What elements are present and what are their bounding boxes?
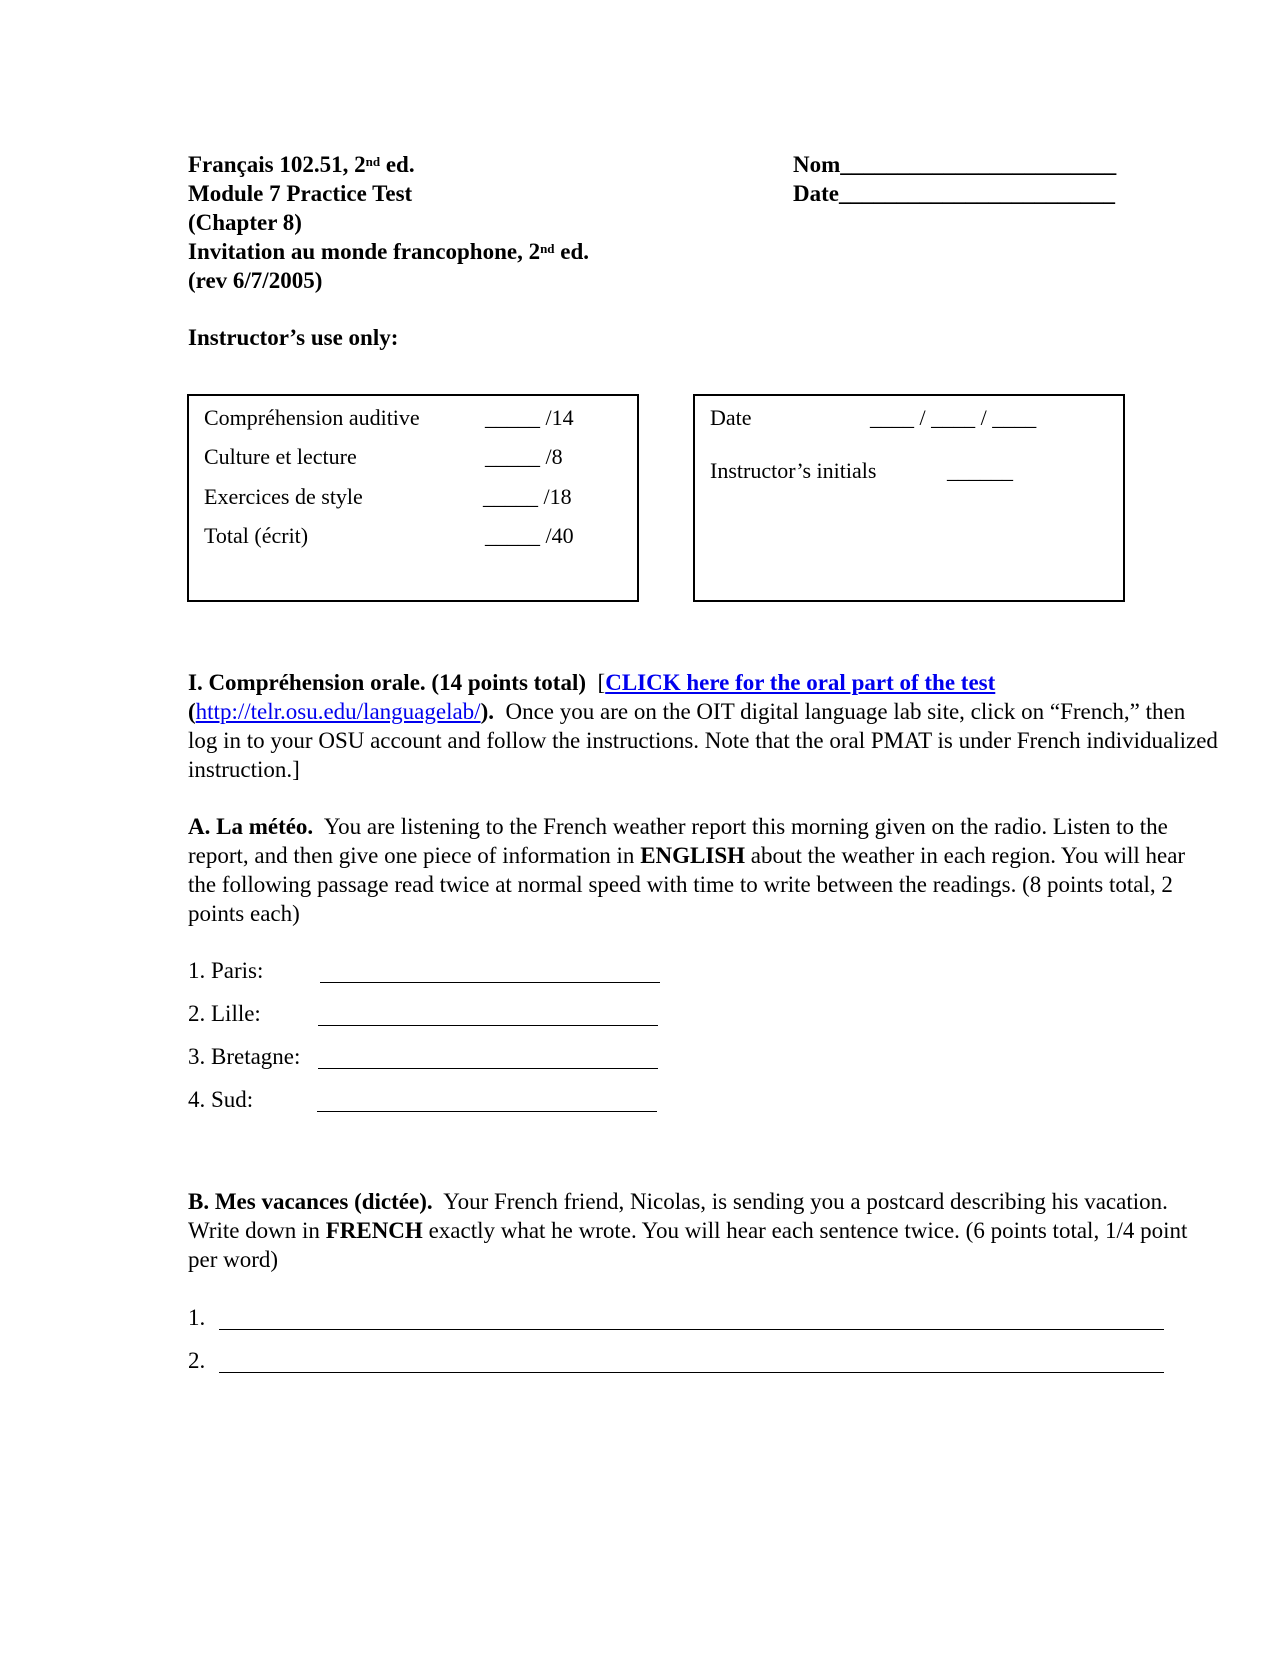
- oral-test-link[interactable]: CLICK here for the oral part of the test: [605, 670, 996, 695]
- partA-item-paris-label: 1. Paris:: [188, 958, 264, 983]
- partB-paragraph: [188, 1187, 1218, 1274]
- instructor-initials-label: Instructor’s initials: [710, 458, 877, 483]
- nom-field[interactable]: Nom________________________: [793, 152, 1117, 177]
- partB-label: B. Mes vacances (dictée).: [188, 1189, 433, 1214]
- score-box: [187, 394, 639, 602]
- partA-item-paris-answer[interactable]: [320, 982, 660, 983]
- section1-paragraph: [188, 668, 1218, 784]
- partA-paragraph: [188, 812, 1218, 928]
- partB-item-1-answer[interactable]: [219, 1329, 1164, 1330]
- partA-item-bretagne-answer[interactable]: [318, 1068, 658, 1069]
- section1-instructions: Once you are on the OIT digital language lab site, click on “French,” then log in to your OSU account and follow the instructions. Note that the oral PMAT is under French individualized instruction.]: [188, 699, 1218, 782]
- score-label-culture: Culture et lecture: [204, 444, 357, 469]
- paren-close: ).: [480, 699, 494, 724]
- course-title: Français 102.51, 2nd ed.: [188, 152, 415, 177]
- module-title: Module 7 Practice Test: [188, 181, 413, 206]
- grading-date-label: Date: [710, 405, 752, 430]
- instructor-initials-blank[interactable]: ______: [947, 458, 1013, 483]
- partA-item-sud-label: 4. Sud:: [188, 1087, 254, 1112]
- book-title: Invitation au monde francophone, 2nd ed.: [188, 239, 590, 264]
- grading-box: [693, 394, 1125, 602]
- partB-emph: FRENCH: [325, 1218, 423, 1243]
- partB-item-1-label: 1.: [188, 1305, 206, 1330]
- partA-item-lille-label: 2. Lille:: [188, 1001, 261, 1026]
- score-label-auditive: Compréhension auditive: [204, 405, 420, 430]
- partA-label: A. La météo.: [188, 814, 314, 839]
- partA-item-sud-answer[interactable]: [317, 1111, 657, 1112]
- partB-text-1: Your French friend, Nicolas, is sending you a postcard describing his vacation. Write down in: [188, 1189, 1168, 1243]
- bracket-open: [: [597, 670, 606, 695]
- score-blank-style[interactable]: _____ /18: [483, 484, 572, 509]
- score-blank-culture[interactable]: _____ /8: [485, 444, 563, 469]
- score-blank-auditive[interactable]: _____ /14: [485, 405, 574, 430]
- grading-date-blank[interactable]: ____ / ____ / ____: [870, 405, 1037, 430]
- date-field[interactable]: Date________________________: [793, 181, 1115, 206]
- partA-text-2: about the weather in each region. You will hear the following passage read twice at normal speed with time to write between the readings. (8 points total, 2 points each): [188, 843, 1186, 926]
- language-lab-url[interactable]: http://telr.osu.edu/languagelab/: [195, 699, 481, 724]
- paren-open: (: [188, 699, 196, 724]
- section1-heading: I. Compréhension orale. (14 points total): [188, 670, 587, 695]
- instructor-heading: Instructor’s use only:: [188, 325, 399, 350]
- partA-text-1: You are listening to the French weather report this morning given on the radio. Listen to the report, and then give one piece of information in: [188, 814, 1168, 868]
- partA-item-bretagne-label: 3. Bretagne:: [188, 1044, 301, 1069]
- chapter-label: (Chapter 8): [188, 210, 302, 235]
- revision-label: (rev 6/7/2005): [188, 268, 323, 293]
- partA-item-lille-answer[interactable]: [318, 1025, 658, 1026]
- partB-item-2-label: 2.: [188, 1348, 206, 1373]
- score-blank-total[interactable]: _____ /40: [485, 523, 574, 548]
- score-label-total: Total (écrit): [204, 523, 309, 548]
- partA-emph: ENGLISH: [640, 843, 746, 868]
- partB-item-2-answer[interactable]: [219, 1372, 1164, 1373]
- score-label-style: Exercices de style: [204, 484, 363, 509]
- partB-text-2: exactly what he wrote. You will hear each sentence twice. (6 points total, 1/4 point per word): [188, 1218, 1188, 1272]
